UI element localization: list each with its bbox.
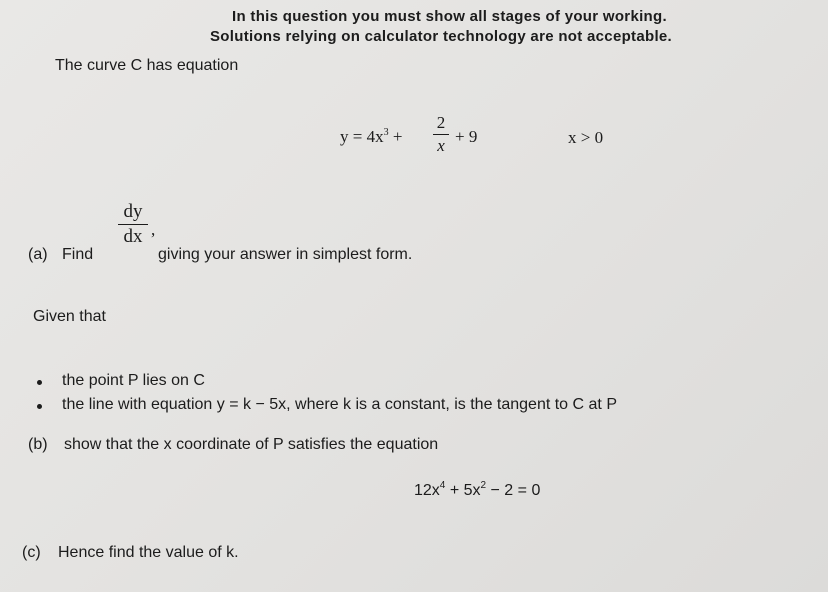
equation-tail: + 9	[455, 127, 478, 146]
fraction-numerator: 2	[436, 113, 446, 132]
fraction-denominator: x	[437, 136, 445, 155]
eq-term-1-power: 4	[439, 480, 446, 491]
part-c-text: Hence find the value of k.	[58, 544, 239, 561]
derivative-numerator: dy	[123, 201, 143, 222]
part-b-equation	[414, 480, 540, 500]
derivative-denominator: dx	[123, 226, 143, 247]
equation-power: 3	[383, 127, 389, 138]
eq-term-1: 12x	[414, 482, 440, 499]
equation-lhs: y = 4x	[340, 127, 384, 146]
derivative-fraction	[118, 201, 148, 248]
given-that: Given that	[33, 308, 106, 325]
part-c-label: (c)	[22, 544, 41, 561]
eq-term-2-power: 2	[480, 480, 487, 491]
instruction-line-2: Solutions relying on calculator technology are not acceptable.	[210, 28, 673, 45]
bullet-dot	[37, 404, 42, 409]
eq-term-3: − 2 = 0	[490, 482, 541, 499]
part-b-label: (b)	[28, 436, 48, 453]
curve-intro: The curve C has equation	[55, 57, 239, 74]
part-a-find: Find	[62, 246, 94, 263]
derivative-comma: ,	[151, 220, 156, 239]
instruction-line-1: In this question you must show all stages of your working.	[232, 8, 667, 25]
part-a-text: giving your answer in simplest form.	[158, 246, 413, 263]
equation-plus: +	[392, 127, 403, 146]
eq-term-2: + 5x	[449, 482, 481, 499]
part-b-text: show that the x coordinate of P satisfies the equation	[64, 436, 439, 453]
part-a-label: (a)	[28, 246, 48, 263]
equation-condition: x > 0	[568, 128, 604, 147]
bullet-item-1: the point P lies on C	[62, 372, 205, 389]
bullet-item-2: the line with equation y = k − 5x, where k is a constant, is the tangent to C at P	[62, 396, 617, 413]
equation-fraction	[433, 113, 449, 156]
bullet-dot	[37, 380, 42, 385]
